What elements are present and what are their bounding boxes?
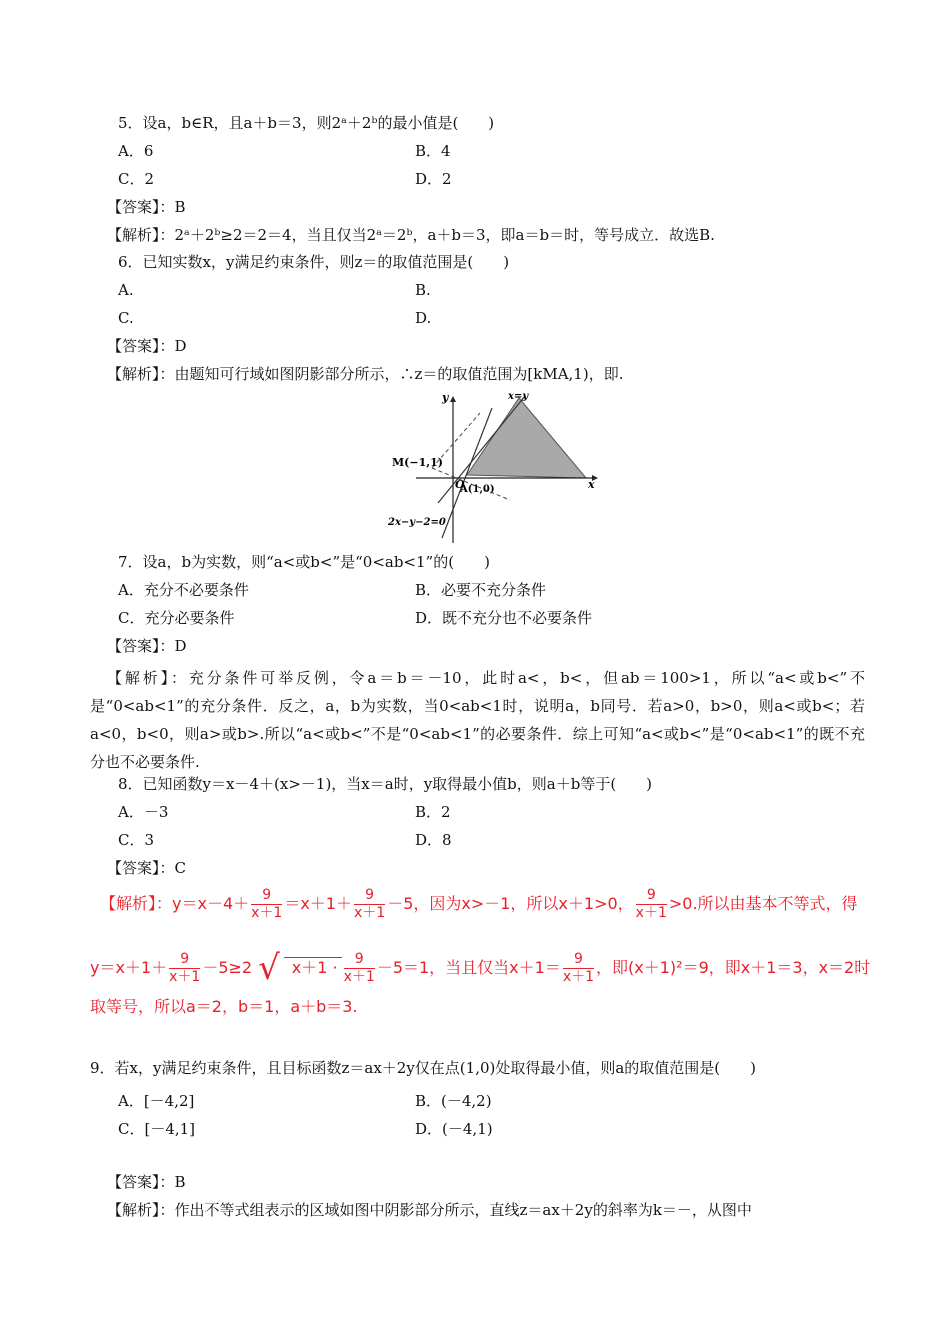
q8-expl-1b: ＝x＋1＋ [284, 894, 352, 913]
q5-option-c: C．2 [118, 170, 155, 188]
q8-expl-2b: －5≥2 [202, 958, 253, 977]
q8-option-d: D．8 [415, 831, 452, 849]
q8-option-a: A．－3 [118, 803, 169, 821]
line-label-2x-y-2: 2x−y−2=0 [388, 517, 446, 528]
q8-expl-1d: >0.所以由基本不等式，得 [668, 894, 858, 913]
q7-explanation: 【解析】：充分条件可举反例，令a＝b＝－10，此时a<，b<，但ab＝100>1，所以“a<或b<”不是“0<ab<1”的充分条件．反之，a，b为实数，当0<ab<1时，说明a，b同号．若a>0，b>0，则a<或b<；若a<0，b<0，则a>或b>.所以“a<或b<”不是“0<ab<1”的必要条件．综上可知“a<或b<”是“0<ab<1”的既不充分也不必要条件. [90, 669, 865, 771]
q9-stem: 9．若x，y满足约束条件，且目标函数z＝ax＋2y仅在点(1,0)处取得最小值，则a的取值范围是( ) [90, 1059, 757, 1077]
x-axis-label: x [588, 478, 595, 491]
line-label-x-equals-y: x=y [508, 391, 529, 402]
q8-option-c: C．3 [118, 831, 155, 849]
q8-expl-1a: 【解析】：y＝x－4＋ [100, 894, 250, 913]
q8-stem: 8．已知函数y＝x－4＋(x>－1)，当x＝a时，y取得最小值b，则a＋b等于( ) [118, 775, 653, 793]
q6-option-a: A. [118, 281, 134, 299]
q6-option-b: B. [415, 281, 431, 299]
sqrt-icon: √ [258, 948, 280, 988]
q9-option-d: D．(－4,1) [415, 1120, 493, 1138]
q8-explanation-line-2 [90, 942, 870, 988]
q6-option-d: D. [415, 309, 432, 327]
q9-answer: 【答案】：B [107, 1173, 186, 1191]
q8-answer: 【答案】：C [107, 859, 186, 877]
q6-option-c: C. [118, 309, 134, 327]
origin-label: O [455, 478, 465, 491]
q7-answer: 【答案】：D [107, 637, 187, 655]
fraction: $\frac{9}{x+1}$ [169, 951, 201, 985]
q5-answer: 【答案】：B [107, 198, 186, 216]
shaded-region [467, 398, 586, 478]
fraction: $\frac{9}{x+1}$ [562, 951, 595, 985]
q8-expl-1c: －5，因为x>－1，所以x＋1>0， [387, 894, 634, 913]
q8-expl-2a: y＝x＋1＋ [90, 958, 168, 977]
q5-option-d: D．2 [415, 170, 452, 188]
q9-explanation: 【解析】：作出不等式组表示的区域如图中阴影部分所示，直线z＝ax＋2y的斜率为k＝－，从图中 [107, 1201, 752, 1219]
q8-option-b: B．2 [415, 803, 451, 821]
fraction: $\frac{9}{x+1}$ [353, 887, 386, 921]
q7-stem: 7．设a，b为实数，则“a<或b<”是“0<ab<1”的( ) [118, 553, 490, 571]
feasible-region-figure [380, 388, 605, 546]
point-a-label: A(1,0) [460, 484, 495, 495]
q6-answer: 【答案】：D [107, 337, 187, 355]
q9-option-c: C．[－4,1] [118, 1120, 196, 1138]
q8-expl-2e: ，即(x＋1)²＝9，即x＋1＝3，x＝2时 [596, 958, 871, 977]
q7-option-c: C．充分必要条件 [118, 609, 235, 627]
q6-stem: 6．已知实数x，y满足约束条件，则z＝的取值范围是( ) [118, 253, 510, 271]
q8-expl-2c: x＋1 · [284, 957, 342, 977]
fraction: $\frac{9}{x+1}$ [251, 887, 283, 921]
q6-explanation: 【解析】：由题知可行域如图阴影部分所示，∴z＝的取值范围为[kMA,1)，即. [107, 365, 624, 383]
q7-option-a: A．充分不必要条件 [118, 581, 249, 599]
fraction: $\frac{9}{x+1}$ [343, 951, 375, 985]
q7-option-d: D．既不充分也不必要条件 [415, 609, 593, 627]
q5-option-b: B．4 [415, 142, 451, 160]
q8-expl-2d: －5＝1，当且仅当x＋1＝ [376, 958, 561, 977]
q9-option-b: B．(－4,2) [415, 1092, 492, 1110]
y-axis-label: y [442, 391, 449, 404]
q7-option-b: B．必要不充分条件 [415, 581, 547, 599]
point-m-label: M(−1,1) [392, 456, 443, 469]
q5-explanation: 【解析】：2ᵃ＋2ᵇ≥2＝2＝4，当且仅当2ᵃ＝2ᵇ，a＋b＝3，即a＝b＝时，等号成立．故选B. [107, 226, 715, 244]
q8-explanation-line-3: 取等号，所以a＝2，b＝1，a＋b＝3. [90, 997, 358, 1016]
q8-explanation-line-1 [100, 884, 858, 924]
y-axis-arrow [450, 396, 456, 402]
q5-stem: 5．设a，b∈R，且a＋b＝3，则2ᵃ＋2ᵇ的最小值是( ) [118, 114, 495, 132]
fraction: $\frac{9}{x+1}$ [635, 887, 667, 921]
q5-option-a: A．6 [118, 142, 154, 160]
q9-option-a: A．[－4,2] [118, 1092, 195, 1110]
